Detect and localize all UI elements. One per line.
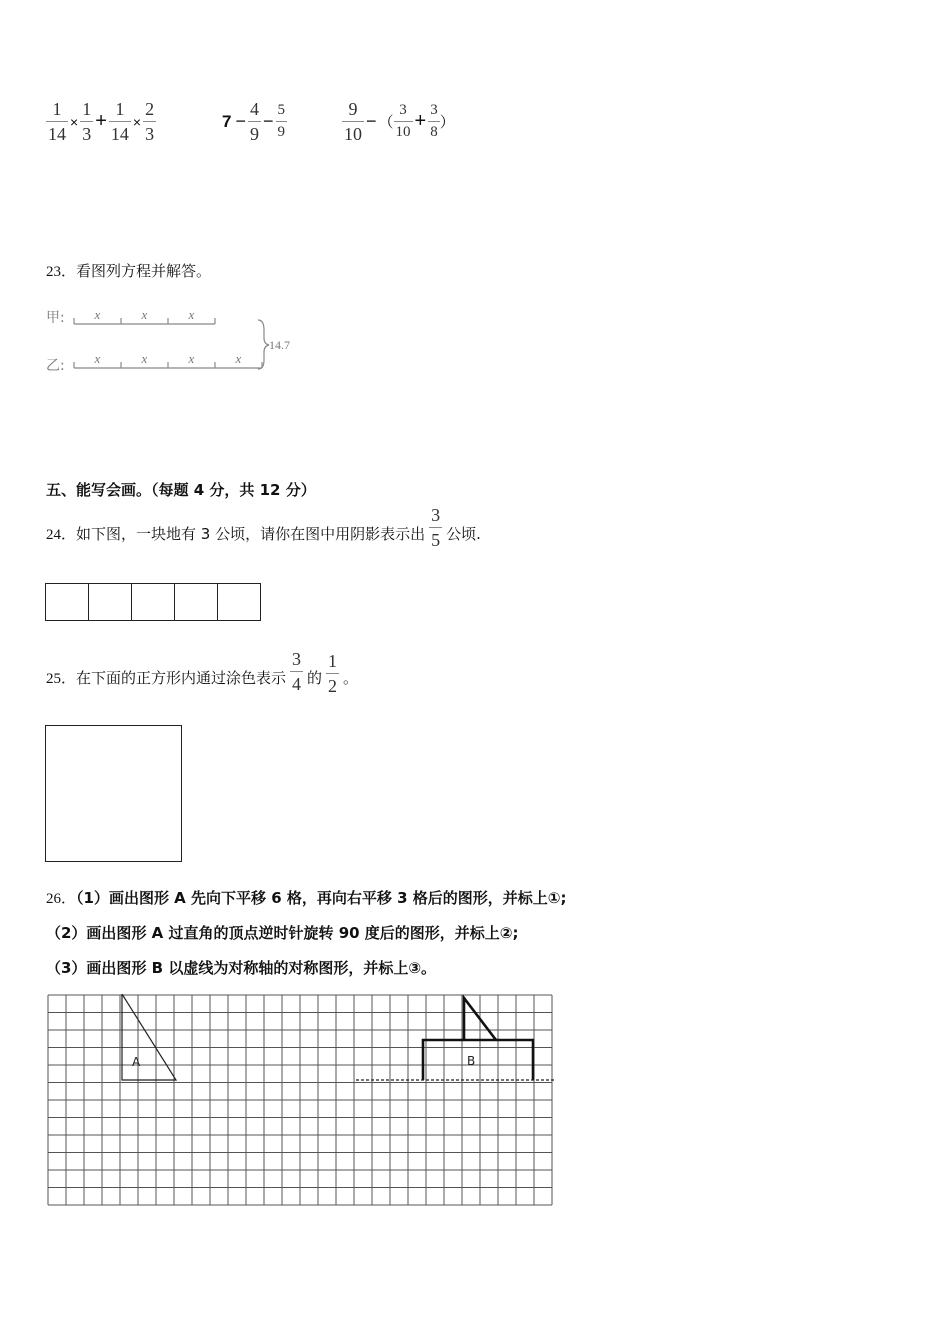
fraction: $\frac{1}{14}$: [110, 99, 129, 144]
land-cell[interactable]: [89, 584, 132, 620]
land-cell[interactable]: [175, 584, 218, 620]
fraction: $\frac{1}{2}$: [328, 650, 338, 696]
lead-number: 7: [222, 111, 232, 131]
yi-segment-label: x: [94, 351, 101, 366]
question-24: [46, 503, 481, 563]
times-sign: ×: [132, 113, 142, 130]
drawing-grid[interactable]: [46, 994, 558, 1208]
right-paren: ）: [439, 114, 455, 131]
question-text: （1）画出图形 A 先向下平移 6 格，再向右平移 3 格后的图形，并标上①;: [76, 889, 567, 907]
question-number: 25．: [46, 670, 77, 687]
expression-2: [220, 100, 287, 143]
question-26-line-2: （2）画出图形 A 过直角的顶点逆时针旋转 90 度后的图形，并标上②;: [46, 924, 519, 942]
land-cell[interactable]: [132, 584, 175, 620]
fraction: $\frac{9}{10}$: [344, 99, 362, 144]
question-25: [46, 645, 358, 709]
total-label: 14.7: [269, 338, 290, 352]
expression-3: [342, 100, 455, 143]
label-yi: 乙:: [46, 358, 65, 374]
minus-sign: −: [262, 111, 274, 131]
question-text-mid: 的: [307, 668, 323, 687]
jia-segment-label: x: [94, 307, 101, 322]
question-number: 24．: [46, 526, 77, 543]
question-text-end: 公顷.: [446, 524, 481, 543]
land-strip: [45, 583, 261, 621]
left-paren: （: [378, 114, 394, 131]
fraction: $\frac{1}{14}$: [48, 99, 66, 144]
question-26-line-3: （3）画出图形 B 以虚线为对称轴的对称图形，并标上③。: [46, 959, 437, 977]
label-b: B: [467, 1054, 476, 1068]
jia-segment-label: x: [188, 307, 195, 322]
yi-segment-label: x: [141, 351, 148, 366]
fraction: $\frac{3}{4}$: [292, 648, 302, 694]
question-text-end: 。: [343, 668, 359, 687]
expression-1: [46, 100, 156, 143]
times-sign: ×: [70, 113, 79, 130]
label-jia: 甲:: [46, 310, 65, 326]
question-text: 如下图，一块地有 3 公顷，请你在图中用阴影表示出: [76, 524, 426, 543]
question-number: 23．: [46, 264, 77, 280]
shape-a: [122, 994, 176, 1080]
label-a: A: [132, 1055, 141, 1069]
fraction: $\frac{3}{10}$: [395, 102, 411, 140]
fraction: $\frac{5}{9}$: [277, 102, 285, 140]
plus-sign: +: [95, 110, 107, 132]
land-cell[interactable]: [46, 584, 89, 620]
fraction: $\frac{3}{8}$: [430, 102, 438, 140]
question-text: 在下面的正方形内通过涂色表示: [76, 668, 287, 687]
fraction: $\frac{3}{5}$: [431, 504, 441, 550]
segment-diagram: [44, 300, 314, 380]
land-cell[interactable]: [218, 584, 260, 620]
fraction: $\frac{4}{9}$: [249, 99, 259, 144]
square-box[interactable]: [45, 725, 182, 862]
plus-sign: +: [414, 110, 427, 132]
yi-segment-label: x: [188, 351, 195, 366]
section-title: 五、能写会画。（每题 4 分，共 12 分）: [46, 481, 316, 499]
fraction: $\frac{2}{3}$: [145, 99, 155, 144]
minus-sign: −: [366, 111, 377, 131]
question-26-line-1: [46, 887, 566, 908]
question-number: 26．: [46, 891, 77, 907]
fraction: $\frac{1}{3}$: [82, 99, 92, 144]
minus-sign: −: [235, 111, 246, 131]
yi-segment-label: x: [235, 351, 242, 366]
question-23: [46, 260, 211, 281]
brace: [258, 320, 269, 369]
jia-segment-label: x: [141, 307, 148, 322]
question-text: 看图列方程并解答。: [76, 262, 212, 280]
